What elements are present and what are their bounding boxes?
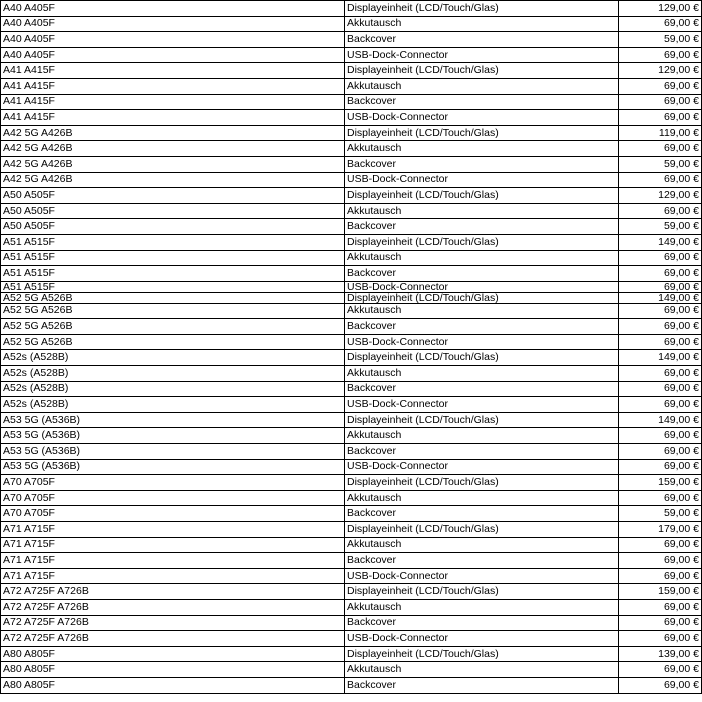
cell-price: 69,00 €	[619, 599, 702, 615]
cell-service: USB-Dock-Connector	[345, 334, 619, 350]
cell-service: Displayeinheit (LCD/Touch/Glas)	[345, 63, 619, 79]
table-row	[1, 522, 702, 538]
cell-model: A50 A505F	[1, 219, 345, 235]
cell-price: 59,00 €	[619, 32, 702, 48]
cell-service: Backcover	[345, 219, 619, 235]
table-row	[1, 646, 702, 662]
table-row	[1, 234, 702, 250]
table-row	[1, 203, 702, 219]
cell-price: 69,00 €	[619, 615, 702, 631]
cell-model: A40 A405F	[1, 16, 345, 32]
cell-model: A51 A515F	[1, 250, 345, 266]
cell-model: A53 5G (A536B)	[1, 444, 345, 460]
cell-model: A71 A715F	[1, 522, 345, 538]
cell-service: Displayeinheit (LCD/Touch/Glas)	[345, 522, 619, 538]
cell-model: A52s (A528B)	[1, 366, 345, 382]
table-row	[1, 156, 702, 172]
cell-price: 69,00 €	[619, 444, 702, 460]
table-row	[1, 319, 702, 335]
table-row	[1, 141, 702, 157]
table-row	[1, 110, 702, 126]
cell-model: A51 A515F	[1, 266, 345, 282]
cell-service: Akkutausch	[345, 303, 619, 319]
cell-model: A52 5G A526B	[1, 334, 345, 350]
cell-service: USB-Dock-Connector	[345, 47, 619, 63]
cell-model: A51 A515F	[1, 234, 345, 250]
cell-price: 69,00 €	[619, 537, 702, 553]
cell-price: 69,00 €	[619, 677, 702, 693]
cell-price: 179,00 €	[619, 522, 702, 538]
table-row	[1, 444, 702, 460]
cell-model: A42 5G A426B	[1, 156, 345, 172]
cell-price: 69,00 €	[619, 397, 702, 413]
cell-service: Backcover	[345, 381, 619, 397]
cell-model: A41 A415F	[1, 78, 345, 94]
cell-model: A71 A715F	[1, 553, 345, 569]
cell-price: 159,00 €	[619, 475, 702, 491]
cell-price: 69,00 €	[619, 662, 702, 678]
cell-model: A41 A415F	[1, 94, 345, 110]
cell-model: A40 A405F	[1, 32, 345, 48]
cell-model: A72 A725F A726B	[1, 599, 345, 615]
cell-model: A53 5G (A536B)	[1, 412, 345, 428]
table-row	[1, 397, 702, 413]
table-row	[1, 334, 702, 350]
cell-model: A42 5G A426B	[1, 125, 345, 141]
cell-service: Akkutausch	[345, 366, 619, 382]
cell-price: 69,00 €	[619, 203, 702, 219]
table-row	[1, 172, 702, 188]
cell-model: A52s (A528B)	[1, 381, 345, 397]
table-row	[1, 219, 702, 235]
cell-price: 59,00 €	[619, 156, 702, 172]
cell-service: Backcover	[345, 677, 619, 693]
cell-price: 69,00 €	[619, 381, 702, 397]
cell-service: USB-Dock-Connector	[345, 568, 619, 584]
cell-model: A42 5G A426B	[1, 172, 345, 188]
cell-price: 69,00 €	[619, 631, 702, 647]
cell-price: 69,00 €	[619, 78, 702, 94]
cell-model: A52 5G A526B	[1, 319, 345, 335]
table-row	[1, 63, 702, 79]
cell-service: Akkutausch	[345, 250, 619, 266]
table-row	[1, 459, 702, 475]
cell-model: A70 A705F	[1, 475, 345, 491]
cell-service: Displayeinheit (LCD/Touch/Glas)	[345, 584, 619, 600]
cell-service: Displayeinheit (LCD/Touch/Glas)	[345, 234, 619, 250]
cell-service: USB-Dock-Connector	[345, 631, 619, 647]
table-row	[1, 292, 702, 303]
cell-service: Displayeinheit (LCD/Touch/Glas)	[345, 646, 619, 662]
cell-price: 129,00 €	[619, 188, 702, 204]
cell-service: Displayeinheit (LCD/Touch/Glas)	[345, 412, 619, 428]
cell-service: USB-Dock-Connector	[345, 110, 619, 126]
cell-service: Displayeinheit (LCD/Touch/Glas)	[345, 350, 619, 366]
cell-service: Akkutausch	[345, 599, 619, 615]
table-row	[1, 537, 702, 553]
cell-service: Akkutausch	[345, 16, 619, 32]
cell-service: Backcover	[345, 506, 619, 522]
cell-price: 159,00 €	[619, 584, 702, 600]
table-row	[1, 631, 702, 647]
cell-model: A70 A705F	[1, 490, 345, 506]
table-row	[1, 125, 702, 141]
cell-service: Akkutausch	[345, 537, 619, 553]
table-row	[1, 366, 702, 382]
cell-model: A51 A515F	[1, 281, 345, 292]
cell-price: 69,00 €	[619, 172, 702, 188]
table-row	[1, 568, 702, 584]
cell-price: 69,00 €	[619, 334, 702, 350]
table-row	[1, 381, 702, 397]
cell-price: 69,00 €	[619, 47, 702, 63]
cell-price: 69,00 €	[619, 490, 702, 506]
cell-model: A52 5G A526B	[1, 292, 345, 303]
cell-service: Displayeinheit (LCD/Touch/Glas)	[345, 1, 619, 17]
cell-model: A40 A405F	[1, 1, 345, 17]
table-row	[1, 490, 702, 506]
cell-service: Backcover	[345, 156, 619, 172]
cell-model: A72 A725F A726B	[1, 631, 345, 647]
cell-service: Akkutausch	[345, 428, 619, 444]
cell-service: USB-Dock-Connector	[345, 397, 619, 413]
table-row	[1, 78, 702, 94]
cell-price: 69,00 €	[619, 250, 702, 266]
cell-model: A72 A725F A726B	[1, 615, 345, 631]
cell-price: 129,00 €	[619, 1, 702, 17]
table-row	[1, 553, 702, 569]
cell-model: A42 5G A426B	[1, 141, 345, 157]
cell-service: USB-Dock-Connector	[345, 459, 619, 475]
table-row	[1, 1, 702, 17]
cell-price: 69,00 €	[619, 568, 702, 584]
cell-service: Displayeinheit (LCD/Touch/Glas)	[345, 292, 619, 303]
table-row	[1, 412, 702, 428]
table-row	[1, 428, 702, 444]
cell-model: A41 A415F	[1, 110, 345, 126]
cell-model: A71 A715F	[1, 537, 345, 553]
cell-model: A80 A805F	[1, 646, 345, 662]
cell-price: 59,00 €	[619, 219, 702, 235]
cell-price: 119,00 €	[619, 125, 702, 141]
cell-price: 59,00 €	[619, 506, 702, 522]
table-row	[1, 47, 702, 63]
cell-model: A41 A415F	[1, 63, 345, 79]
cell-service: Backcover	[345, 266, 619, 282]
cell-price: 149,00 €	[619, 412, 702, 428]
cell-service: Backcover	[345, 444, 619, 460]
cell-price: 69,00 €	[619, 303, 702, 319]
cell-price: 149,00 €	[619, 234, 702, 250]
table-row	[1, 506, 702, 522]
cell-price: 69,00 €	[619, 110, 702, 126]
cell-price: 69,00 €	[619, 366, 702, 382]
cell-service: Backcover	[345, 319, 619, 335]
cell-service: Akkutausch	[345, 141, 619, 157]
table-row	[1, 303, 702, 319]
cell-service: Akkutausch	[345, 203, 619, 219]
cell-model: A80 A805F	[1, 662, 345, 678]
table-row	[1, 615, 702, 631]
cell-service: Displayeinheit (LCD/Touch/Glas)	[345, 475, 619, 491]
cell-price: 69,00 €	[619, 553, 702, 569]
table-row	[1, 16, 702, 32]
table-row	[1, 281, 702, 292]
cell-model: A50 A505F	[1, 188, 345, 204]
cell-model: A52 5G A526B	[1, 303, 345, 319]
cell-model: A52s (A528B)	[1, 397, 345, 413]
cell-price: 69,00 €	[619, 319, 702, 335]
table-row	[1, 584, 702, 600]
cell-model: A50 A505F	[1, 203, 345, 219]
cell-price: 69,00 €	[619, 459, 702, 475]
cell-service: Akkutausch	[345, 78, 619, 94]
cell-model: A71 A715F	[1, 568, 345, 584]
cell-price: 149,00 €	[619, 350, 702, 366]
table-row	[1, 94, 702, 110]
cell-price: 69,00 €	[619, 141, 702, 157]
cell-model: A40 A405F	[1, 47, 345, 63]
cell-model: A53 5G (A536B)	[1, 459, 345, 475]
cell-price: 139,00 €	[619, 646, 702, 662]
table-row	[1, 599, 702, 615]
cell-service: USB-Dock-Connector	[345, 281, 619, 292]
cell-price: 129,00 €	[619, 63, 702, 79]
cell-service: Backcover	[345, 615, 619, 631]
cell-model: A70 A705F	[1, 506, 345, 522]
table-row	[1, 662, 702, 678]
table-body	[1, 1, 702, 694]
cell-model: A53 5G (A536B)	[1, 428, 345, 444]
table-row	[1, 250, 702, 266]
table-row	[1, 188, 702, 204]
cell-service: Backcover	[345, 32, 619, 48]
cell-model: A80 A805F	[1, 677, 345, 693]
cell-price: 69,00 €	[619, 94, 702, 110]
cell-model: A72 A725F A726B	[1, 584, 345, 600]
cell-price: 149,00 €	[619, 292, 702, 303]
cell-service: Akkutausch	[345, 662, 619, 678]
table-row	[1, 350, 702, 366]
table-row	[1, 677, 702, 693]
cell-service: Backcover	[345, 553, 619, 569]
table-row	[1, 266, 702, 282]
cell-price: 69,00 €	[619, 266, 702, 282]
table-row	[1, 32, 702, 48]
cell-service: Akkutausch	[345, 490, 619, 506]
cell-price: 69,00 €	[619, 281, 702, 292]
cell-model: A52s (A528B)	[1, 350, 345, 366]
cell-service: USB-Dock-Connector	[345, 172, 619, 188]
table-row	[1, 475, 702, 491]
cell-service: Displayeinheit (LCD/Touch/Glas)	[345, 125, 619, 141]
cell-price: 69,00 €	[619, 428, 702, 444]
cell-service: Backcover	[345, 94, 619, 110]
cell-service: Displayeinheit (LCD/Touch/Glas)	[345, 188, 619, 204]
cell-price: 69,00 €	[619, 16, 702, 32]
